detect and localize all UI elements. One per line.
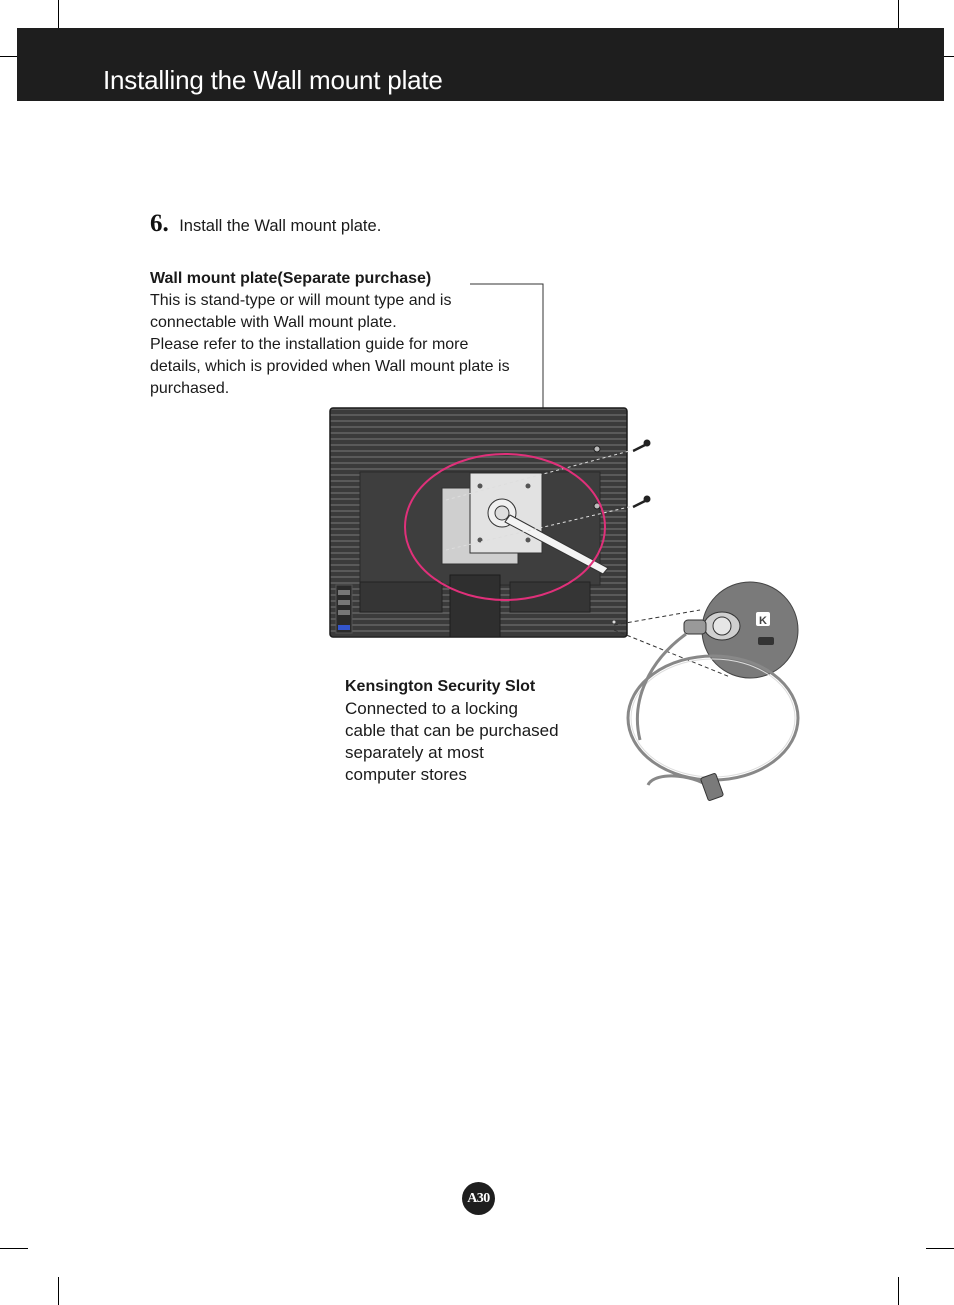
screw-icon — [633, 496, 651, 508]
wall-mount-callout-body: This is stand-type or will mount type and is connectable with Wall mount plate. Please refer to the installation guide for more details, which is provided when Wall mount plate is purchased. — [150, 292, 510, 397]
step-text: Install the Wall mount plate. — [179, 217, 382, 235]
kensington-callout-heading: Kensington Security Slot — [345, 678, 536, 695]
screw-icon — [633, 440, 651, 452]
step-number: 6. — [150, 210, 169, 237]
page-number-badge: A30 — [462, 1182, 495, 1215]
kensington-lock-detail — [614, 582, 798, 801]
kensington-lock-icon — [756, 612, 770, 627]
wall-mount-callout-heading: Wall mount plate(Separate purchase) — [150, 270, 432, 287]
kensington-callout-body: Connected to a locking cable that can be purchased separately at most computer stores — [345, 699, 559, 784]
page-title: Installing the Wall mount plate — [103, 65, 443, 95]
svg-text:K: K — [759, 615, 767, 627]
